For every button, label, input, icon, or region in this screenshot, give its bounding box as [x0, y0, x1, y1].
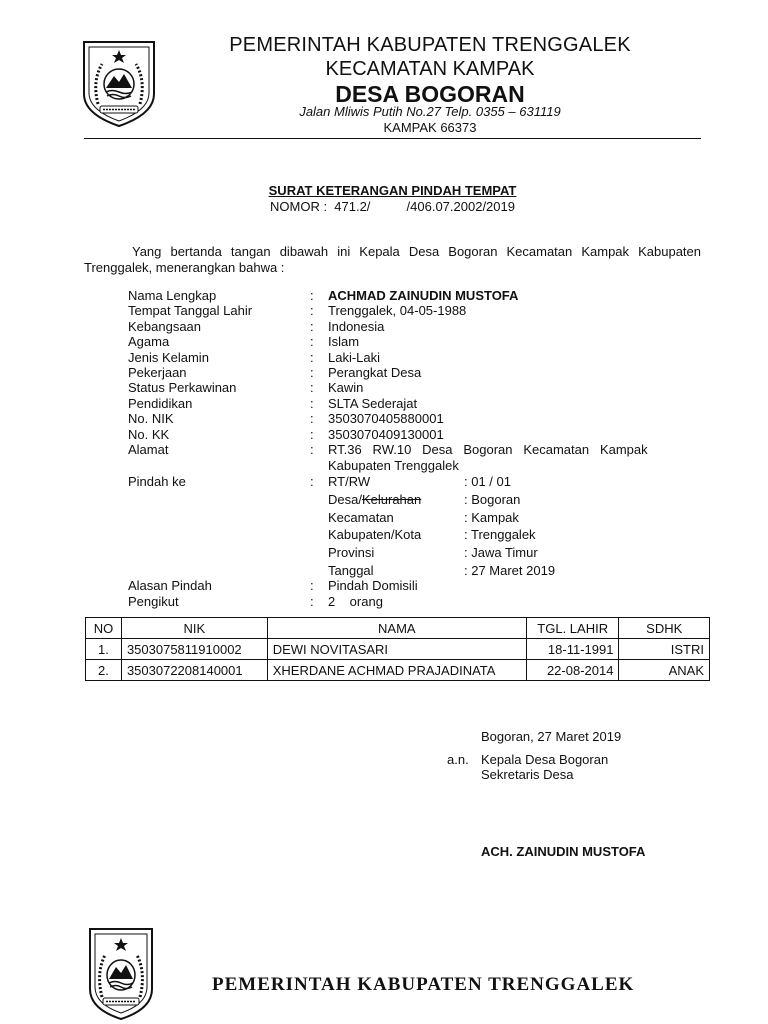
dest-rtrw-value: : 01 / 01 — [464, 474, 511, 489]
field-label: Alamat — [128, 442, 169, 457]
field-colon: : — [310, 350, 314, 365]
cell-no: 2. — [86, 660, 122, 681]
field-value: 3503070405880001 — [328, 411, 444, 426]
field-colon: : — [310, 288, 314, 303]
field-value: Indonesia — [328, 319, 385, 334]
cell-nik: 3503075811910002 — [121, 639, 267, 660]
dest-tanggal-label: Tanggal — [328, 563, 374, 578]
header-divider — [84, 138, 701, 139]
field-label: Alasan Pindah — [128, 578, 212, 593]
footer-crest-icon — [86, 925, 156, 1021]
column-header-nik: NIK — [121, 618, 267, 639]
dest-provinsi-value: : Jawa Timur — [464, 545, 538, 560]
cell-no: 1. — [86, 639, 122, 660]
dest-kecamatan-value: : Kampak — [464, 510, 519, 525]
table-header-row — [86, 618, 710, 639]
field-value-address: RT.36 RW.10 Desa Bogoran Kecamatan Kampak — [328, 442, 648, 457]
field-value-name: ACHMAD ZAINUDIN MUSTOFA — [328, 288, 519, 303]
field-colon: : — [310, 442, 314, 457]
signature-place-date: Bogoran, 27 Maret 2019 — [481, 729, 622, 744]
dest-kecamatan-label: Kecamatan — [328, 510, 394, 525]
field-label: Pekerjaan — [128, 365, 187, 380]
field-colon: : — [310, 594, 314, 609]
signature-an: a.n. — [447, 752, 469, 767]
field-label: Tempat Tanggal Lahir — [128, 303, 253, 318]
field-colon: : — [310, 303, 314, 318]
intro-paragraph: Yang bertanda tangan dibawah ini Kepala Desa Bogoran Kecamatan Kampak Kabupaten Trenggalek, menerangkan bahwa : — [84, 244, 701, 275]
field-label: Kebangsaan — [128, 319, 202, 334]
column-header-no: NO — [86, 618, 122, 639]
signature-role-secretary: Sekretaris Desa — [481, 767, 574, 782]
cell-tgl-lahir: 22-08-2014 — [526, 660, 619, 681]
field-colon: : — [310, 578, 314, 593]
cell-nik: 3503072208140001 — [121, 660, 267, 681]
field-label: No. NIK — [128, 411, 174, 426]
field-colon: : — [310, 380, 314, 395]
table-row — [86, 639, 710, 660]
field-colon: : — [310, 365, 314, 380]
field-value: Kawin — [328, 380, 364, 395]
header-government: PEMERINTAH KABUPATEN TRENGGALEK — [229, 34, 631, 56]
field-value: 3503070409130001 — [328, 427, 444, 442]
cell-nama: DEWI NOVITASARI — [267, 639, 526, 660]
dest-desa-label — [328, 492, 421, 507]
column-header-nama: NAMA — [267, 618, 526, 639]
cell-nama: XHERDANE ACHMAD PRAJADINATA — [267, 660, 526, 681]
column-header-sdhk: SDHK — [619, 618, 710, 639]
field-label: Pindah ke — [128, 474, 186, 489]
field-colon: : — [310, 474, 314, 489]
header-postal: KAMPAK 66373 — [383, 120, 477, 135]
field-value: Islam — [328, 334, 360, 349]
column-header-tgl-lahir: TGL. LAHIR — [526, 618, 619, 639]
field-label: Agama — [128, 334, 170, 349]
field-value-address-cont: Kabupaten Trenggalek — [328, 458, 459, 473]
header-district: KECAMATAN KAMPAK — [325, 58, 535, 80]
field-label: No. KK — [128, 427, 170, 442]
field-value: 2 orang — [328, 594, 383, 609]
signature-role-head: Kepala Desa Bogoran — [481, 752, 609, 767]
header-address: Jalan Mliwis Putih No.27 Telp. 0355 – 631119 — [299, 104, 561, 119]
cell-sdhk: ANAK — [619, 660, 710, 681]
field-colon: : — [310, 396, 314, 411]
field-label: Pengikut — [128, 594, 179, 609]
cell-sdhk: ISTRI — [619, 639, 710, 660]
table-row — [86, 660, 710, 681]
field-label: Status Perkawinan — [128, 380, 237, 395]
followers-table — [85, 617, 710, 681]
header-village: DESA BOGORAN — [335, 81, 525, 107]
dest-kabupaten-value: : Trenggalek — [464, 527, 536, 542]
dest-kabupaten-label: Kabupaten/Kota — [328, 527, 422, 542]
field-label: Nama Lengkap — [128, 288, 217, 303]
field-colon: : — [310, 427, 314, 442]
kelurahan-label-struck: Kelurahan — [361, 492, 422, 507]
letter-title: SURAT KETERANGAN PINDAH TEMPAT — [268, 183, 517, 198]
field-value: SLTA Sederajat — [328, 396, 418, 411]
field-colon: : — [310, 334, 314, 349]
field-value: Trenggalek, 04-05-1988 — [328, 303, 467, 318]
field-value: Perangkat Desa — [328, 365, 422, 380]
field-value: Pindah Domisili — [328, 578, 418, 593]
field-colon: : — [310, 411, 314, 426]
signature-name: ACH. ZAINUDIN MUSTOFA — [481, 844, 646, 859]
desa-label: Desa/ — [328, 492, 362, 507]
field-value: RT/RW — [328, 474, 371, 489]
field-label: Pendidikan — [128, 396, 193, 411]
field-colon: : — [310, 319, 314, 334]
letter-number: NOMOR : 471.2/ /406.07.2002/2019 — [270, 199, 515, 214]
field-label: Jenis Kelamin — [128, 350, 209, 365]
dest-desa-value: : Bogoran — [464, 492, 521, 507]
field-value: Laki-Laki — [328, 350, 381, 365]
cell-tgl-lahir: 18-11-1991 — [526, 639, 619, 660]
dest-provinsi-label: Provinsi — [328, 545, 375, 560]
dest-tanggal-value: : 27 Maret 2019 — [464, 563, 556, 578]
footer-government-title: PEMERINTAH KABUPATEN TRENGGALEK — [212, 974, 635, 995]
